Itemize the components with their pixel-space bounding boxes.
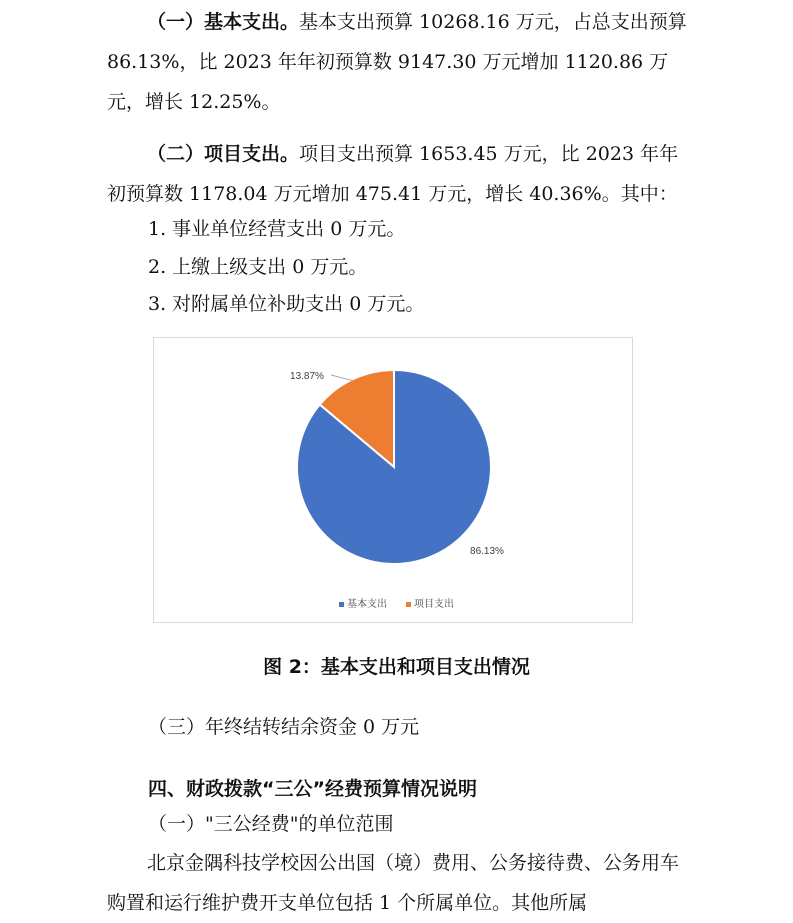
list-item: 3. 对附属单位补助支出 0 万元。 — [148, 293, 425, 315]
paragraph-lead: （二）项目支出。 — [147, 143, 300, 165]
legend-entry: 基本支出 — [347, 599, 387, 610]
list-item: 1. 事业单位经营支出 0 万元。 — [148, 218, 406, 240]
pie-chart-svg — [154, 338, 634, 624]
paragraph-text: 基本支出预算 10268.16 万元，占总支出预算 86.13%，比 2023 年年初预算数 9147.30 万元增加 1120.86 万元，增长 12.25%。 — [107, 11, 687, 113]
paragraph-text: 项目支出预算 1653.45 万元，比 2023 年年初预算数 1178.04 万元增加 475.41 万元，增长 40.36%。其中： — [107, 143, 679, 205]
section-carryover: （三）年终结转结余资金 0 万元 — [148, 716, 420, 738]
pie-chart — [153, 337, 633, 623]
paragraph-three-public: 北京金隅科技学校因公出国（境）费用、公务接待费、公务用车购置和运行维护费开支单位包括 1 个所属单位。其他所属 — [107, 852, 680, 914]
label-leader-line — [331, 375, 354, 381]
pie-data-label: 86.13% — [470, 546, 504, 557]
legend-marker — [339, 602, 344, 607]
paragraph-basic-expenditure — [107, 2, 692, 122]
paragraph-project-expenditure — [107, 134, 692, 214]
pie-data-label: 13.87% — [290, 371, 324, 382]
subsection-heading: （一）"三公经费"的单位范围 — [148, 813, 394, 835]
section-heading: 四、财政拨款“三公”经费预算情况说明 — [148, 778, 477, 800]
legend-marker — [406, 602, 411, 607]
legend-entry: 项目支出 — [414, 599, 454, 610]
figure-caption: 图 2：基本支出和项目支出情况 — [263, 656, 530, 678]
list-item: 2. 上缴上级支出 0 万元。 — [148, 256, 368, 278]
paragraph-lead: （一）基本支出。 — [147, 11, 300, 33]
